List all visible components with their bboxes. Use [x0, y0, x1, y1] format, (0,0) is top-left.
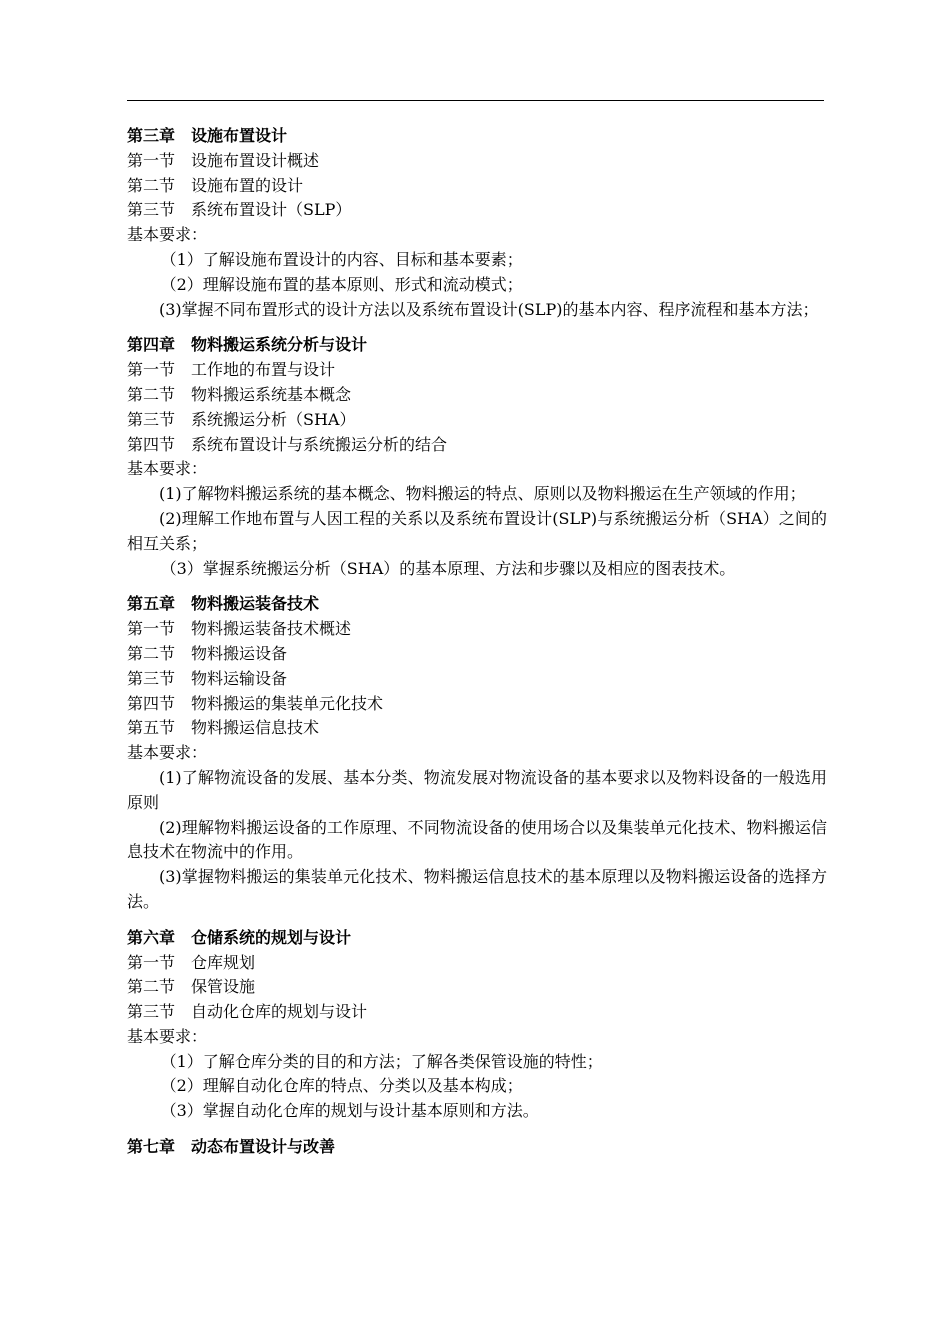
chapter-title: 第四章 物料搬运系统分析与设计: [127, 335, 368, 355]
chapter-5: [127, 592, 827, 914]
requirement-item: （2）理解自动化仓库的特点、分类以及基本构成；: [160, 1076, 523, 1096]
chapter-4: [127, 333, 827, 581]
chapter-6: [127, 926, 827, 1124]
section-heading: 第一节 设施布置设计概述: [127, 150, 320, 170]
chapter-title: 第六章 仓储系统的规划与设计: [127, 927, 352, 947]
requirements-label: 基本要求：: [127, 1026, 208, 1046]
requirement-item: (3)掌握不同布置形式的设计方法以及系统布置设计(SLP)的基本内容、程序流程和基本方法；: [159, 299, 819, 319]
section-heading: 第四节 系统布置设计与系统搬运分析的结合: [127, 434, 448, 454]
requirement-item: （3）掌握自动化仓库的规划与设计基本原则和方法。: [160, 1101, 539, 1121]
requirement-item: (3)掌握物料搬运的集装单元化技术、物料搬运信息技术的基本原理以及物料搬运设备的选择方法。: [127, 867, 827, 911]
section-heading: 第一节 仓库规划: [127, 952, 256, 972]
chapter-title: 第五章 物料搬运装备技术: [127, 594, 320, 614]
requirements-label: 基本要求：: [127, 743, 208, 763]
requirement-item: (1)了解物流设备的发展、基本分类、物流发展对物流设备的基本要求以及物料设备的一般选用原则: [127, 767, 827, 812]
requirement-item: （1）了解仓库分类的目的和方法；了解各类保管设施的特性；: [160, 1051, 603, 1071]
requirement-item: （3）掌握系统搬运分析（SHA）的基本原理、方法和步骤以及相应的图表技术。: [160, 558, 736, 578]
requirement-item: （2）理解设施布置的基本原则、形式和流动模式；: [160, 274, 523, 294]
requirements-label: 基本要求：: [127, 459, 208, 479]
section-heading: 第二节 物料搬运系统基本概念: [127, 384, 352, 404]
chapter-title: 第七章 动态布置设计与改善: [127, 1137, 336, 1157]
section-heading: 第一节 工作地的布置与设计: [127, 360, 336, 380]
requirement-item: (2)理解工作地布置与人因工程的关系以及系统布置设计(SLP)与系统搬运分析（SHA）之间的相互关系；: [127, 508, 827, 553]
requirement-item: （1）了解设施布置设计的内容、目标和基本要素；: [160, 249, 523, 269]
section-heading: 第三节 系统布置设计（SLP）: [127, 200, 352, 220]
requirement-item: (1)了解物料搬运系统的基本概念、物料搬运的特点、原则以及物料搬运在生产领域的作用；: [159, 484, 806, 504]
requirement-item: (2)理解物料搬运设备的工作原理、不同物流设备的使用场合以及集装单元化技术、物料搬运信息技术在物流中的作用。: [127, 817, 827, 862]
document-body: [127, 124, 827, 1160]
header-rule: [127, 100, 824, 101]
section-heading: 第四节 物料搬运的集装单元化技术: [127, 693, 384, 713]
section-heading: 第一节 物料搬运装备技术概述: [127, 619, 352, 639]
section-heading: 第三节 物料运输设备: [127, 668, 288, 688]
section-heading: 第二节 物料搬运设备: [127, 643, 288, 663]
section-heading: 第三节 系统搬运分析（SHA）: [127, 409, 356, 429]
section-heading: 第五节 物料搬运信息技术: [127, 718, 320, 738]
chapter-7: [127, 1135, 827, 1160]
chapter-3: [127, 124, 827, 322]
section-heading: 第二节 保管设施: [127, 977, 256, 997]
requirements-label: 基本要求：: [127, 225, 208, 245]
section-heading: 第三节 自动化仓库的规划与设计: [127, 1002, 368, 1022]
chapter-title: 第三章 设施布置设计: [127, 126, 288, 145]
section-heading: 第二节 设施布置的设计: [127, 175, 304, 195]
